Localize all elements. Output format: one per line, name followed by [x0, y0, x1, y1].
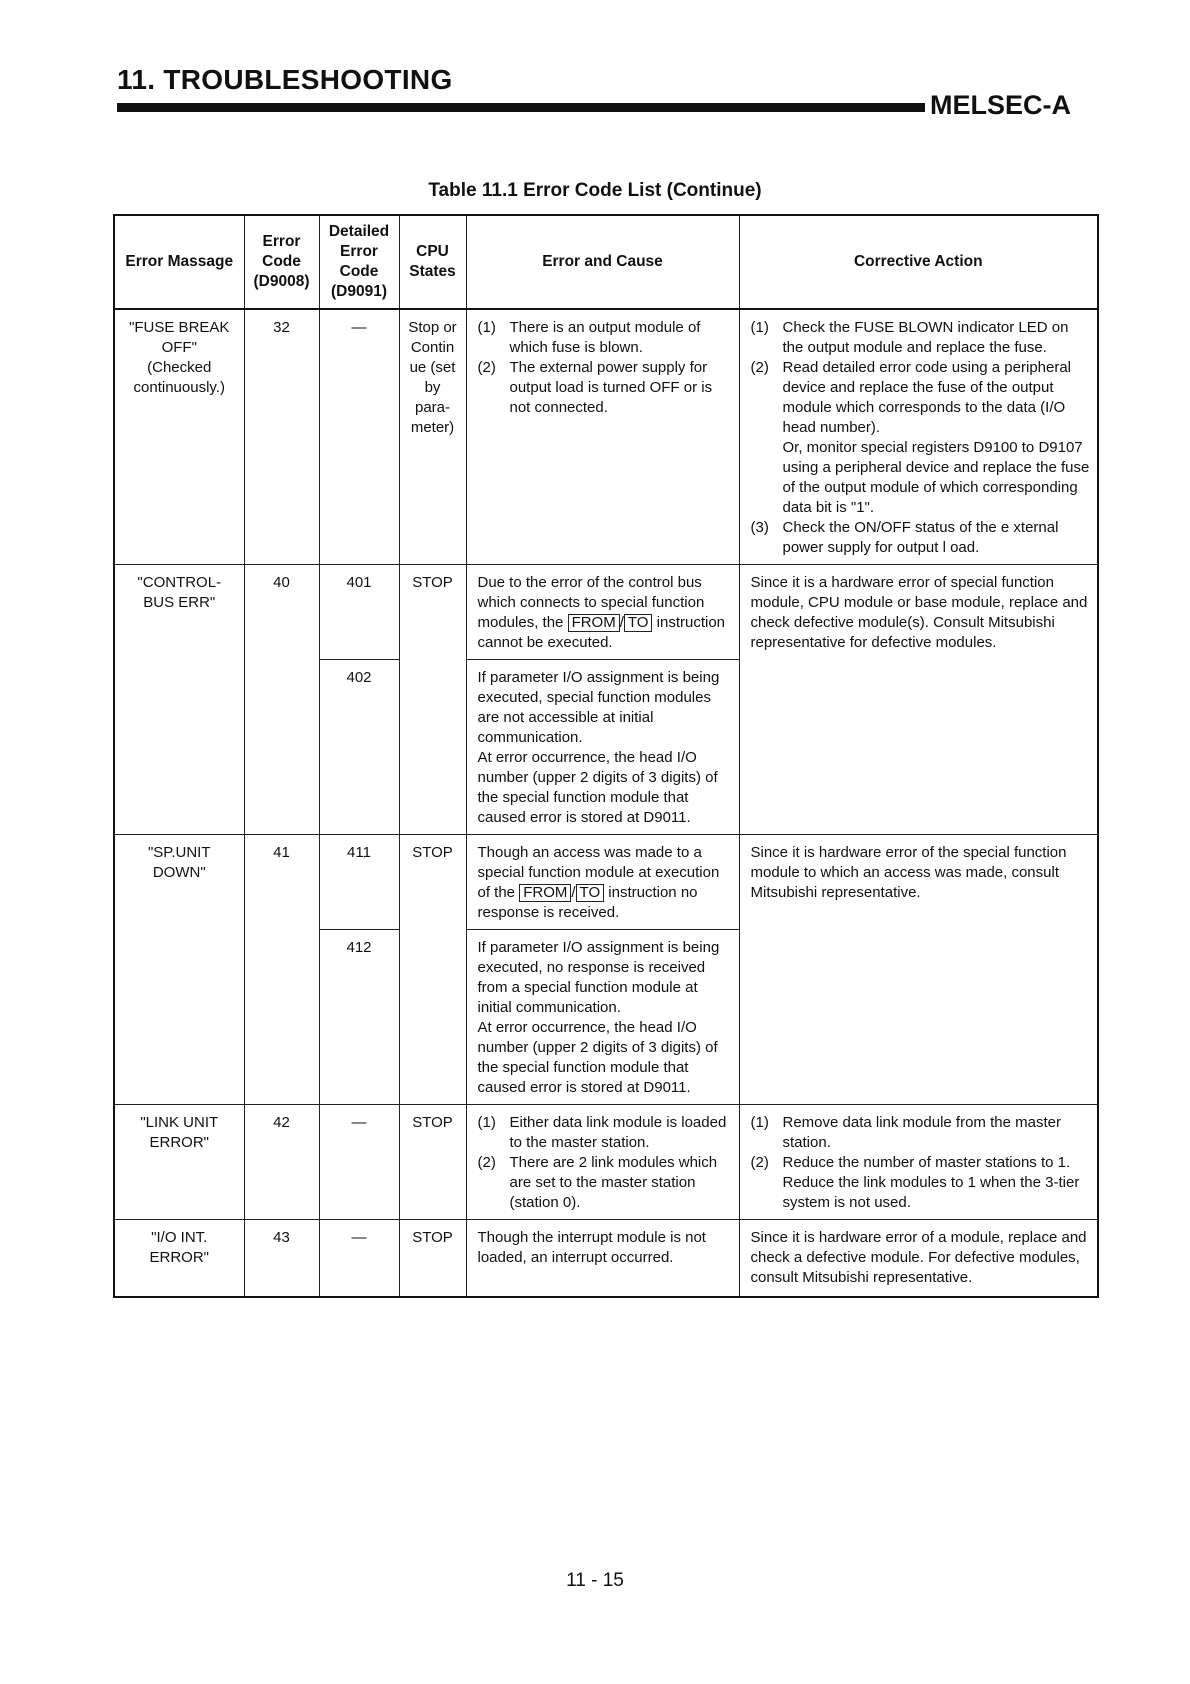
list-item	[751, 1153, 1092, 1213]
cpu-state-cell	[399, 309, 466, 565]
header-line: Detailed	[328, 223, 390, 240]
cpu-line: meter)	[410, 419, 455, 436]
error-code-cell: 41	[244, 835, 319, 1105]
detailed-code-cell: —	[319, 309, 399, 565]
table-header-row	[114, 215, 1098, 309]
page-number: 11 - 15	[566, 1570, 624, 1591]
error-message-cell	[114, 1105, 244, 1220]
header-cpu-states	[399, 215, 466, 309]
error-message-cell	[114, 309, 244, 565]
detailed-code-cell: —	[319, 1105, 399, 1220]
message-line: "LINK UNIT	[140, 1114, 219, 1131]
header-rule	[117, 103, 925, 112]
table-row-fuse-break	[114, 309, 1098, 565]
cause-text: At error occurrence, the head I/O number (upper 2 digits of 3 digits) of the special function module that caused error is stored at D9011.	[477, 749, 718, 826]
error-cause-cell	[466, 309, 739, 565]
error-code-cell: 32	[244, 309, 319, 565]
message-line: "SP.UNIT	[147, 844, 211, 861]
list-number: (1)	[477, 1114, 496, 1131]
detailed-code-cell: 402	[319, 660, 399, 835]
detailed-code-cell: —	[319, 1220, 399, 1298]
list-number: (1)	[477, 319, 496, 336]
error-cause-cell	[466, 1105, 739, 1220]
cpu-line: by	[424, 379, 441, 396]
list-number: (3)	[750, 519, 769, 536]
header-line: (D9091)	[331, 283, 387, 300]
message-line: ERROR"	[149, 1134, 209, 1151]
list-text	[783, 1153, 1092, 1213]
cause-text: If parameter I/O assignment is being executed, no response is received from a special function module at initial communication.	[477, 939, 720, 1016]
corrective-action-cell	[739, 1105, 1098, 1220]
error-code-cell: 40	[244, 565, 319, 835]
message-line: (Checked	[147, 359, 212, 376]
corrective-action-cell: Since it is hardware error of a module, replace and check a defective module. For defective modules, consult Mitsubishi representative.	[739, 1220, 1098, 1298]
cpu-line: para-	[414, 399, 451, 416]
error-code-table	[113, 214, 1099, 1298]
list-text: There are 2 link modules which are set to the master station (station 0).	[509, 1154, 718, 1211]
cpu-line: Stop or	[408, 319, 457, 336]
chapter-title: 11. TROUBLESHOOTING	[117, 64, 453, 95]
error-cause-cell: Due to the error of the control bus which connects to special function modules, the FROM / TO instruction cannot be executed.	[466, 565, 739, 660]
message-line: "CONTROL-	[137, 574, 222, 591]
list-item	[478, 1113, 733, 1153]
list-number: (1)	[750, 319, 769, 336]
detailed-code-cell: 411	[319, 835, 399, 930]
message-line: OFF"	[161, 339, 197, 356]
list-text: Remove data link module from the master station.	[782, 1114, 1061, 1151]
message-line: DOWN"	[152, 864, 206, 881]
detailed-code-cell: 412	[319, 930, 399, 1105]
from-instruction-box: FROM	[519, 884, 571, 902]
header-line: (D9008)	[253, 273, 310, 290]
from-instruction-box: FROM	[568, 614, 620, 632]
header-detailed-code	[319, 215, 399, 309]
message-line: BUS ERR"	[143, 594, 216, 611]
error-cause-cell	[466, 660, 739, 835]
cause-text: instruction cannot be executed.	[477, 614, 726, 651]
message-line: "I/O INT.	[151, 1229, 208, 1246]
cause-text: At error occurrence, the head I/O number (upper 2 digits of 3 digits) of the special function module that caused error is stored at D9011.	[477, 1019, 718, 1096]
list-text: Either data link module is loaded to the master station.	[509, 1114, 727, 1151]
error-code-cell: 43	[244, 1220, 319, 1298]
header-line: States	[409, 263, 456, 280]
list-item	[751, 518, 1092, 558]
header-error-code	[244, 215, 319, 309]
to-instruction-box: TO	[624, 614, 653, 632]
cpu-state-cell: STOP	[399, 1220, 466, 1298]
corrective-action-cell	[739, 309, 1098, 565]
detailed-code-cell: 401	[319, 565, 399, 660]
brand-label: MELSEC-A	[930, 90, 1071, 120]
error-cause-cell: Though the interrupt module is not loaded, an interrupt occurred.	[466, 1220, 739, 1298]
list-paragraph: Read detailed error code using a peripheral device and replace the fuse of the output module which corresponds to the data (I/O head number).	[782, 359, 1072, 436]
list-number: (1)	[750, 1114, 769, 1131]
list-paragraph: Reduce the link modules to 1 when the 3-tier system is not used.	[782, 1174, 1080, 1211]
table-row-control-bus	[114, 565, 1098, 660]
error-code-cell: 42	[244, 1105, 319, 1220]
error-message-cell	[114, 835, 244, 1105]
list-number: (2)	[477, 1154, 496, 1171]
cpu-line: ue (set	[409, 359, 456, 376]
list-text: There is an output module of which fuse is blown.	[509, 319, 701, 356]
list-text: Check the FUSE BLOWN indicator LED on the output module and replace the fuse.	[782, 319, 1069, 356]
table-row-sp-unit-down	[114, 835, 1098, 930]
list-text: The external power supply for output load is turned OFF or is not connected.	[509, 359, 713, 416]
table-row-io-int	[114, 1220, 1098, 1298]
cause-text: instruction no response is received.	[477, 884, 698, 921]
cpu-state-cell: STOP	[399, 1105, 466, 1220]
list-item	[478, 1153, 733, 1213]
header-line: Code	[339, 263, 379, 280]
list-item	[478, 358, 733, 418]
error-message-cell	[114, 565, 244, 835]
cause-text: Due to the error of the control bus which connects to special function modules, the	[477, 574, 705, 631]
header-corrective-action: Corrective Action	[739, 215, 1098, 309]
error-cause-cell: Though an access was made to a special function module at execution of the FROM / TO instruction no response is received.	[466, 835, 739, 930]
list-paragraph: Or, monitor special registers D9100 to D9107 using a peripheral device and replace the fuse of the output module of which corresponding data bit is "1".	[782, 439, 1090, 516]
list-number: (2)	[750, 359, 769, 376]
header-line: Error	[262, 233, 301, 250]
message-line: ERROR"	[149, 1249, 209, 1266]
message-line: "FUSE BREAK	[129, 319, 230, 336]
list-item	[751, 318, 1092, 358]
list-item	[751, 1113, 1092, 1153]
header-error-cause: Error and Cause	[466, 215, 739, 309]
list-paragraph: Reduce the number of master stations to 1.	[782, 1154, 1071, 1171]
message-line: continuously.)	[133, 379, 225, 396]
list-text: Check the ON/OFF status of the e xternal power supply for output l oad.	[782, 519, 1059, 556]
error-cause-cell	[466, 930, 739, 1105]
header-line: Code	[262, 253, 301, 270]
header-line: Error	[340, 243, 378, 260]
corrective-action-cell: Since it is a hardware error of special function module, CPU module or base module, replace and check defective module(s). Consult Mitsubishi representative for defective modules.	[739, 565, 1098, 835]
list-number: (2)	[750, 1154, 769, 1171]
to-instruction-box: TO	[576, 884, 605, 902]
header-line: CPU	[416, 243, 449, 260]
cpu-state-cell: STOP	[399, 835, 466, 1105]
corrective-action-cell: Since it is hardware error of the special function module to which an access was made, consult Mitsubishi representative.	[739, 835, 1098, 1105]
cause-text: If parameter I/O assignment is being executed, special function modules are not accessible at initial communication.	[477, 669, 720, 746]
cpu-line: Contin	[410, 339, 455, 356]
list-text	[783, 358, 1092, 518]
cause-text: Though an access was made to a special function module at execution of the	[477, 844, 720, 901]
list-item	[478, 318, 733, 358]
header-error-message: Error Massage	[114, 215, 244, 309]
list-number: (2)	[477, 359, 496, 376]
error-message-cell	[114, 1220, 244, 1298]
table-row-link-unit	[114, 1105, 1098, 1220]
cpu-state-cell: STOP	[399, 565, 466, 835]
list-item	[751, 358, 1092, 518]
table-caption: Table 11.1 Error Code List (Continue)	[428, 180, 762, 201]
